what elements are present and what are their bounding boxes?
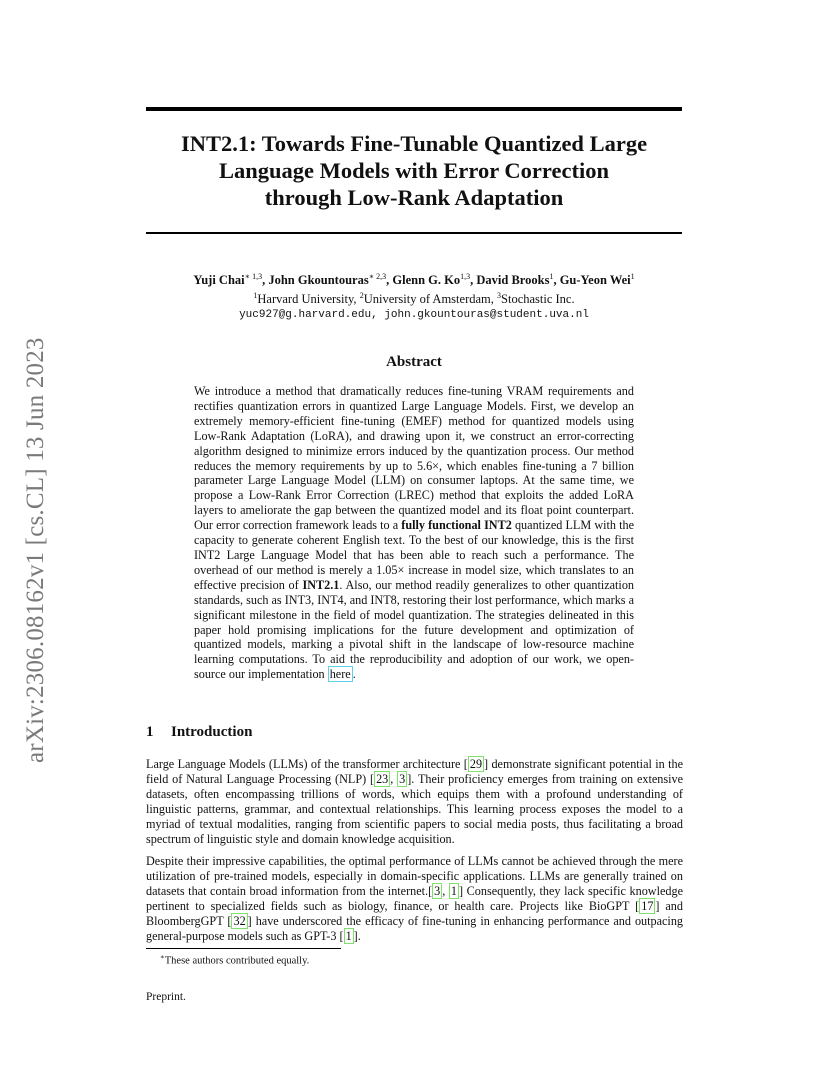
footnote: [160, 953, 309, 967]
title-line-1: INT2.1: Towards Fine-Tunable Quantized Large: [180, 131, 648, 156]
title-bottom-rule: [146, 232, 682, 234]
paragraph-text: Despite their impressive capabilities, the optimal performance of LLMs cannot be achieved through the mere utilization of pre-trained models, especially in domain-specific applications. LLMs are generally trained on datasets that contain broad information from the internet.[: [146, 854, 683, 898]
abstract-text: . Also, our method readily generalizes to other quantization standards, such as INT3, INT4, and INT8, restoring their lost performance, which marks a significant milestone in the field of model quantization. The strategies delineated in this paper hold promising implications for the future development and optimization of quantized models, marking a pivotal shift in the landscape of low-resource machine learning computations. To aid the reproducibility and adoption of our work, we open-source our implementation: [194, 577, 635, 682]
author-block: [146, 269, 682, 323]
affiliation-list: [146, 288, 682, 307]
paper-title: [146, 130, 682, 211]
abstract-bold-phrase: fully functional INT2: [401, 518, 512, 533]
paragraph-text: ] and BloombergGPT [: [146, 898, 683, 928]
title-line-2: Language Models with Error Correction: [219, 158, 609, 183]
section-number: 1: [146, 724, 154, 740]
author-list: [146, 269, 682, 288]
paragraph-text: ].: [353, 928, 361, 943]
affiliation-mark: 3: [497, 291, 502, 301]
affiliation-mark: 2: [359, 291, 364, 301]
intro-paragraph-2: [146, 854, 683, 943]
affiliation-name: Stochastic Inc.: [501, 292, 575, 307]
affiliation-mark: 1: [253, 291, 258, 301]
author-affiliation-mark: ∗ 1,3: [244, 272, 263, 281]
author-name: Gu-Yeon Wei: [559, 273, 631, 288]
footnote-text: These authors contributed equally.: [164, 955, 310, 967]
paragraph-text: ]. Their proficiency emerges from training on extensive datasets, often encompassing trillions of words, which equips them with a profound understanding of linguistic patterns, grammar, and contextual relationships. This learning process exposes the model to a myriad of textual modalities, ranging from scientific papers to social media posts, thus facilitating a broad spectrum of linguistic style and domain knowledge acquisition.: [146, 771, 684, 846]
author-affiliation-mark: 1,3: [460, 272, 471, 281]
title-top-rule: [146, 107, 682, 111]
section-title: Introduction: [171, 724, 253, 740]
abstract-text: quantized LLM with the capacity to generate coherent English text. To the best of our knowledge, this is the first INT2 Large Language Model that has been able to reach such a performance. The overhead of our method is merely a 1.05× increase in model size, which translates to an effective precision of: [194, 518, 634, 592]
abstract-heading: Abstract: [386, 354, 442, 370]
paragraph-text: ,: [390, 771, 398, 786]
author-separator: ,: [470, 273, 477, 288]
author-name: Glenn G. Ko: [392, 273, 461, 288]
author-affiliation-mark: 1: [630, 272, 635, 281]
citation-link[interactable]: 1: [345, 928, 352, 943]
affiliation-name: Harvard University,: [257, 292, 360, 307]
affiliation-name: University of Amsterdam,: [363, 292, 498, 307]
footnote-rule: [146, 948, 341, 949]
author-name: David Brooks: [476, 273, 550, 288]
abstract-body: [194, 384, 634, 682]
abstract-text: We introduce a method that dramatically reduces fine-tuning VRAM requirements and rectifies quantization errors in quantized Large Language Models. First, we develop an extremely memory-efficient fine-tuning (EMEF) method for quantized models using Low-Rank Adaptation (LoRA), and drawing upon it, we construct an error-correcting algorithm designed to minimize errors induced by the quantization process. Our method reduces the memory requirements by up to 5.6×, which enables fine-tuning a 7 billion parameter Large Language Model (LLM) on consumer laptops. At the same time, we propose a Low-Rank Error Correction (LREC) method that exploits the added LoRA layers to ameliorate the gap between the quantized model and its float point counterpart. Our error correction framework leads to a: [194, 384, 634, 533]
citation-link[interactable]: 32: [233, 913, 246, 928]
abstract-text: .: [352, 667, 356, 682]
paragraph-text: ] have underscored the efficacy of fine-tuning in enhancing performance and outpacing general-purpose models such as GPT-3 [: [146, 913, 684, 943]
citation-link[interactable]: 23: [376, 771, 389, 786]
abstract-bold-phrase: INT2.1: [302, 577, 340, 592]
intro-paragraph-1: [146, 757, 683, 846]
author-separator: ,: [386, 273, 393, 288]
author-emails: yuc927@g.harvard.edu, john.gkountouras@student.uva.nl: [239, 309, 589, 322]
author-name: John Gkountouras: [268, 273, 369, 288]
citation-link[interactable]: 29: [469, 757, 483, 771]
paragraph-text: Large Language Models (LLMs) of the transformer architecture [: [146, 757, 468, 771]
author-name: Yuji Chai: [193, 273, 245, 288]
paragraph-text: ] demonstrate significant potential in the field of Natural Language Processing (NLP) [: [146, 757, 683, 786]
citation-link[interactable]: 3: [399, 771, 406, 786]
citation-link[interactable]: 3: [434, 883, 441, 898]
citation-link[interactable]: 17: [641, 898, 654, 913]
footnote-mark: ∗: [160, 953, 165, 961]
section-heading: [146, 724, 252, 741]
paragraph-text: ,: [442, 883, 449, 898]
citation-link[interactable]: 1: [450, 883, 457, 898]
author-affiliation-mark: ∗ 2,3: [368, 272, 387, 281]
author-separator: ,: [262, 273, 269, 288]
author-affiliation-mark: 1: [549, 272, 554, 281]
preprint-label: Preprint.: [146, 991, 186, 1003]
paragraph-text: ] Consequently, they lack specific knowledge pertinent to specialized fields such as biology, finance, or health care. Projects like BioGPT [: [146, 883, 683, 913]
arxiv-stamp: arXiv:2306.08162v1 [cs.CL] 13 Jun 2023: [22, 337, 49, 763]
title-line-3: through Low-Rank Adaptation: [264, 185, 564, 210]
author-separator: ,: [553, 273, 560, 288]
implementation-link[interactable]: here: [329, 667, 351, 682]
